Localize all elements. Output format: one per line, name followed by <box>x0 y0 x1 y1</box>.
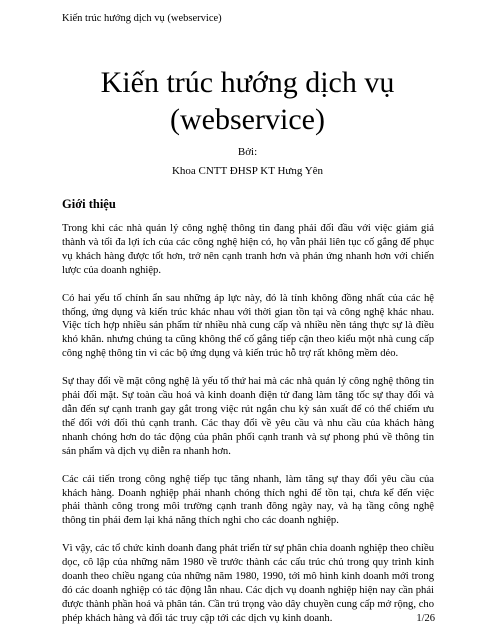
paragraph: Các cải tiến trong công nghệ tiếp tục tăng nhanh, làm tăng sự thay đổi yêu cầu của khách hàng. Doanh nghiệp phải nhanh chóng thích nghi để tồn tại, chưa kể đến việc phải thành công trong môi trường cạnh tranh đông ngày nay, và hạ tầng công nghệ thông tin phải đem lại khả năng thích nghi cho các doanh nghiệp. <box>62 473 434 527</box>
running-header: Kiến trúc hướng dịch vụ (webservice) <box>62 13 222 24</box>
by-label: Bởi: <box>237 146 258 158</box>
document-title <box>30 64 465 138</box>
section-heading: Giới thiệu <box>62 197 116 211</box>
body-text <box>62 222 434 640</box>
paragraph: Có hai yếu tố chính ẩn sau những áp lực này, đó là tính không đồng nhất của các hệ thống, ứng dụng và kiến trúc khác nhau với thời gian tồn tại và công nghệ khác nhau. Việc tích hợp nhiều sản phẩm từ nhiều nhà cung cấp và nhiều nền tảng thực sự là điều khó khăn. nhưng chúng ta cũng không thể cố gắng tiếp cận theo kiểu một nhà cung cấp công nghệ thông tin vì các bộ ứng dụng và kiến trúc hỗ trợ rất không mềm dẻo. <box>62 292 434 360</box>
paragraph: Sự thay đổi về mặt công nghệ là yếu tố thứ hai mà các nhà quản lý công nghệ thông tin phải đối mặt. Sự toàn cầu hoá và kinh doanh điện tử đang làm tăng tốc sự thay đổi và dẫn đến sự cạnh tranh gay gắt trong việc rút ngắn chu kỳ sản xuất để có thể chiếm ưu thế đối với đối thủ cạnh tranh. Các thay đổi về yêu cầu và nhu cầu của khách hàng nhanh chóng hơn do tác động của phân phối cạnh tranh và sự phong phú về thông tin sản phẩm và dịch vụ diễn ra nhanh hơn. <box>62 376 434 457</box>
paragraph: Trong khi các nhà quản lý công nghệ thông tin đang phải đối đầu với việc giảm giá thành và tối đa lợi ích của các công nghệ hiện có, họ vẫn phải liên tục cố gắng để phục vụ khách hàng được tốt hơn, trở nên cạnh tranh hơn và phản ứng nhanh hơn với chiến lược của doanh nghiệp. <box>62 223 434 276</box>
title-line-2: (webservice) <box>170 103 325 136</box>
paragraph: Vì vậy, các tổ chức kinh doanh đang phát triển từ sự phân chia doanh nghiệp theo chiều dọc, cô lập của những năm 1980 về trước thành các cấu trúc chủ trong quy trình kinh doanh theo chiều ngang của những năm 1980, 1990, tới mô hình kinh doanh mới trong đó các doanh nghiệp có tác động lẫn nhau. Các dịch vụ doanh nghiệp hiện nay cần phải được thành phần hoá và phân tán. Cần trú trọng vào dây chuyền cung cấp mở rộng, cho phép khách hàng và đối tác truy cập tới các dịch vụ kinh doanh. <box>62 543 434 624</box>
page-number: 1/26 <box>416 613 435 624</box>
author-name: Khoa CNTT ĐHSP KT Hưng Yên <box>171 165 324 177</box>
title-line-1: Kiến trúc hướng dịch vụ <box>100 66 395 99</box>
